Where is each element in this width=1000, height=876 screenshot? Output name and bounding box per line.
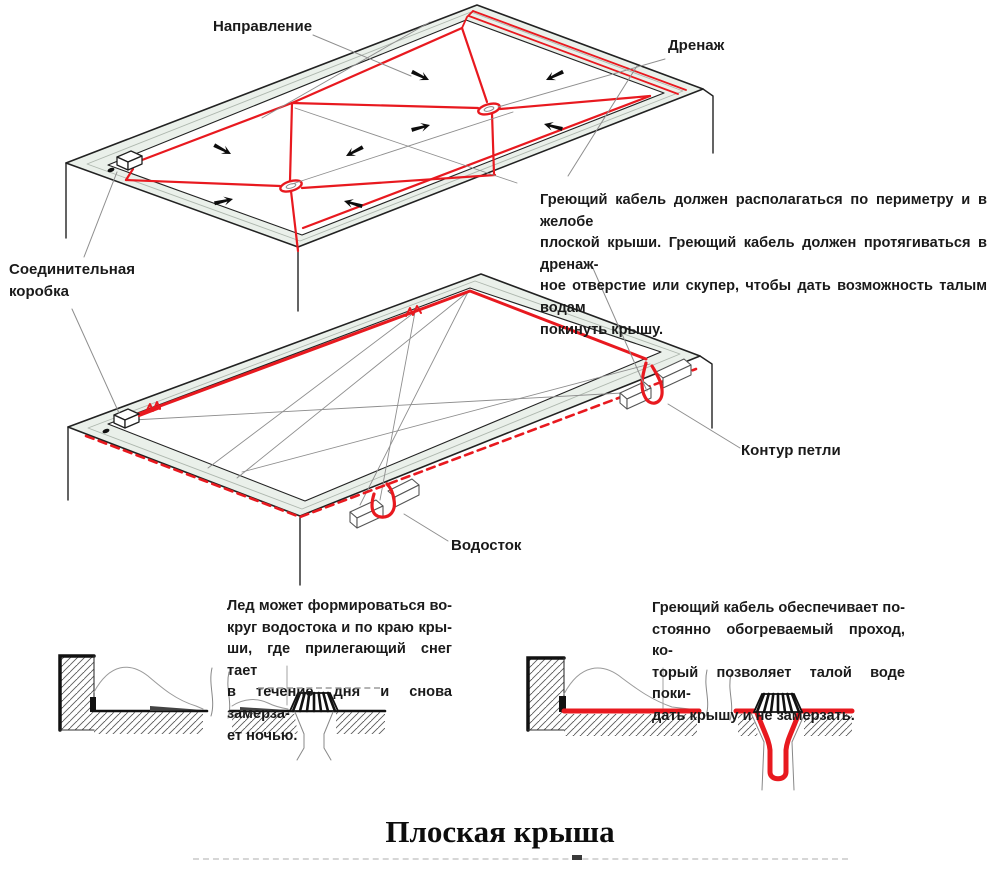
drain-label: Водосток	[451, 537, 522, 554]
heating-note: Греющий кабель обеспечивает по- стоянно обогреваемый проход, ко- торый позволяет талой воде поки- дать крышу и не замерзать.	[652, 600, 905, 724]
erased-text-artifact	[258, 687, 380, 689]
loop-contour-label: Контур петли	[741, 442, 841, 459]
junction-box-label: Соединительная коробка	[9, 261, 135, 300]
drainage-label: Дренаж	[668, 37, 725, 54]
cropped-caption-artifact	[193, 858, 848, 860]
cropped-caption-ink	[572, 855, 582, 860]
page-title: Плоская крыша	[385, 814, 615, 849]
perimeter-note: Греющий кабель должен располагаться по периметру и в желобе плоской крыши. Греющий кабель должен протягиваться в дренаж- ное отверстие или скупер, чтобы дать возможность талым водам покинуть крышу.	[540, 192, 987, 338]
direction-label: Направление	[213, 18, 313, 35]
ice-note: Лед может формироваться во- круг водостока и по краю кры- ши, где прилегающий снег тает в течение дня и снова замерза- ет ночью.	[227, 598, 452, 744]
